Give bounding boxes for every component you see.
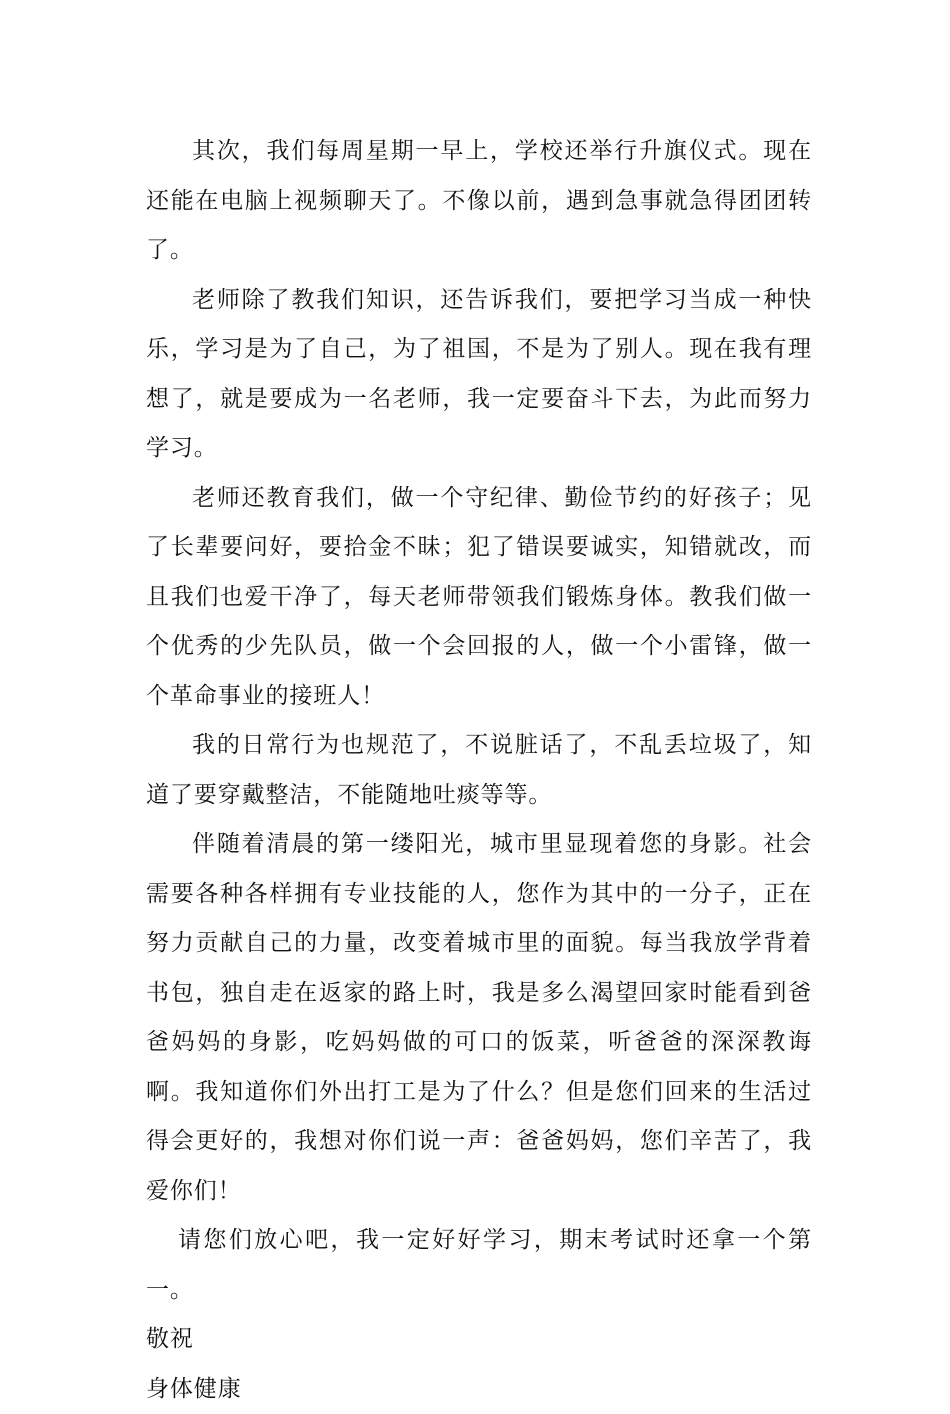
paragraph-2: 老师除了教我们知识，还告诉我们，要把学习当成一种快乐，学习是为了自己，为了祖国，不是为了别人。现在我有理想了，就是要成为一名老师，我一定要奋斗下去，为此而努力学习。 <box>146 276 812 474</box>
closing-wish: 身体健康 <box>146 1365 812 1414</box>
paragraph-3: 老师还教育我们，做一个守纪律、勤俭节约的好孩子；见了长辈要问好，要拾金不昧；犯了错误要诚实，知错就改，而且我们也爱干净了，每天老师带领我们锻炼身体。教我们做一个优秀的少先队员，做一个会回报的人，做一个小雷锋，做一个革命事业的接班人！ <box>146 474 812 722</box>
closing-salutation: 敬祝 <box>146 1315 812 1365</box>
paragraph-1: 其次，我们每周星期一早上，学校还举行升旗仪式。现在还能在电脑上视频聊天了。不像以前，遇到急事就急得团团转了。 <box>146 127 812 276</box>
paragraph-5: 伴随着清晨的第一缕阳光，城市里显现着您的身影。社会需要各种各样拥有专业技能的人，您作为其中的一分子，正在努力贡献自己的力量，改变着城市里的面貌。每当我放学背着书包，独自走在返家的路上时，我是多么渴望回家时能看到爸爸妈妈的身影，吃妈妈做的可口的饭菜，听爸爸的深深教诲啊。我知道你们外出打工是为了什么？但是您们回来的生活过得会更好的，我想对你们说一声：爸爸妈妈，您们辛苦了，我爱你们！ <box>146 820 812 1216</box>
letter-body <box>146 127 812 1414</box>
paragraph-6: 请您们放心吧，我一定好好学习，期末考试时还拿一个第一。 <box>146 1216 812 1315</box>
paragraph-4: 我的日常行为也规范了，不说脏话了，不乱丢垃圾了，知道了要穿戴整洁，不能随地吐痰等等。 <box>146 721 812 820</box>
